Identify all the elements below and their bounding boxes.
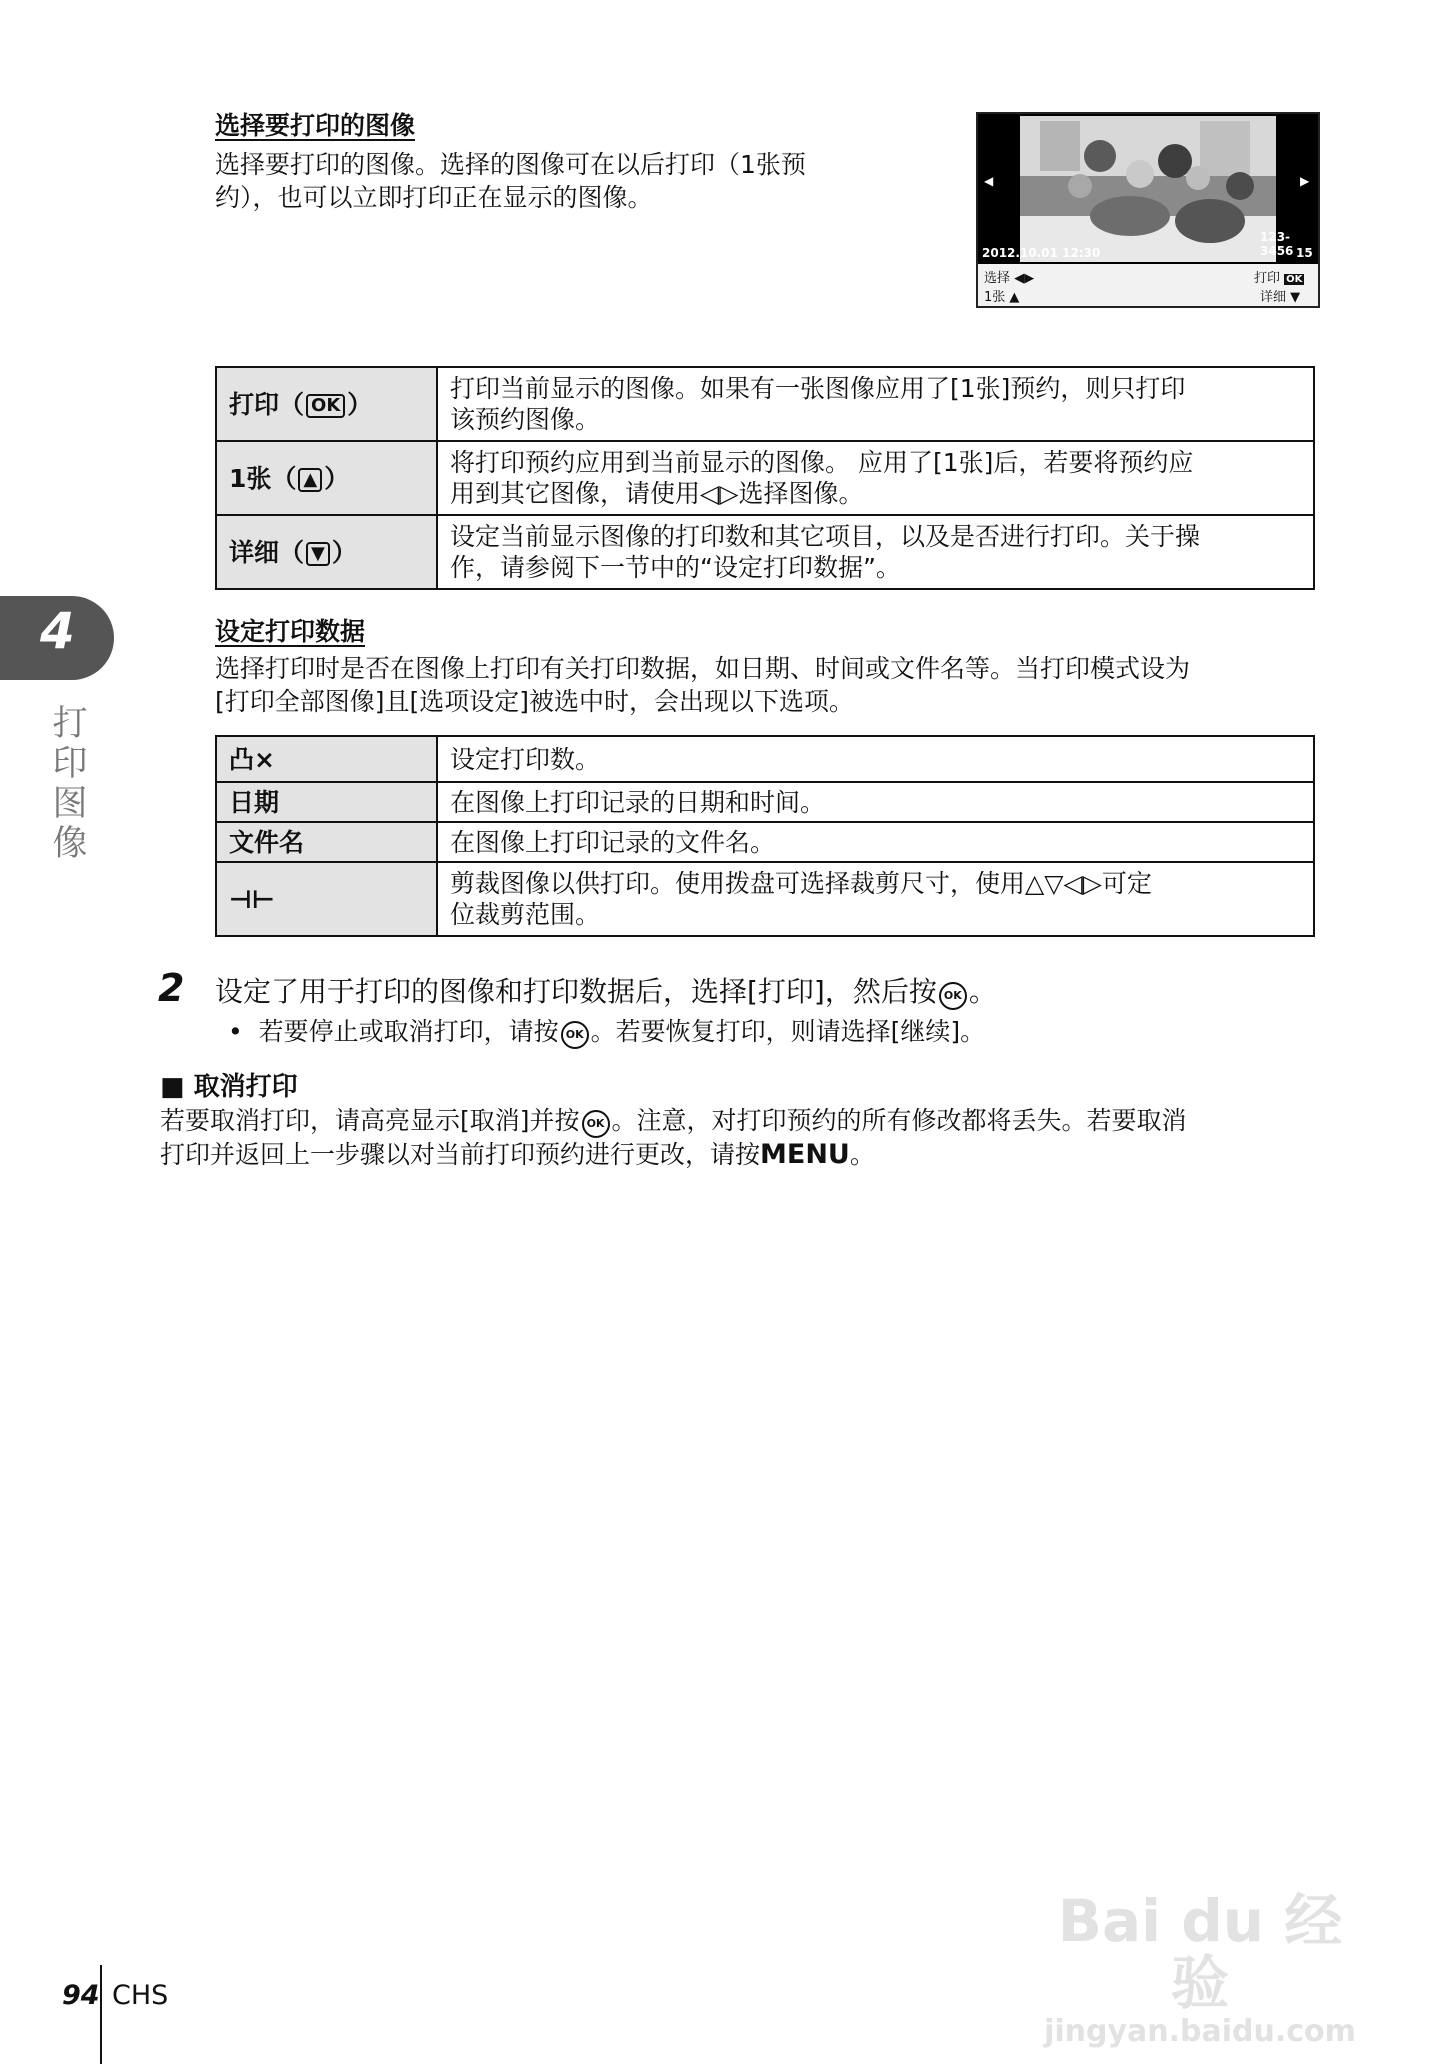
cancel-heading: ■ 取消打印 [160,1072,298,1102]
chapter-label: 打印图像 [52,704,88,864]
up-arrow-icon: ▲ [1009,290,1020,305]
step-2-bullet: • 若要停止或取消打印，请按 OK 。若要恢复打印，则请选择[继续]。 [228,1012,985,1049]
screen-detail-guide: 详细 ▼ [1260,290,1301,305]
watermark-brand: Bai du 经验 [1057,1887,1343,2017]
cancel-body [160,1104,1330,1171]
section-body-print-data [215,652,1325,718]
table-row [216,782,1314,822]
down-key-icon: ▼ [306,542,330,566]
section-body-select-image [215,148,915,214]
screen-count: 15 [1296,246,1313,260]
body-line: 选择要打印的图像。选择的图像可在以后打印（1张预 [215,150,806,179]
screen-datetime: 2012.10.01 12:30 [982,246,1101,260]
table-row [216,441,1314,515]
table-row [216,822,1314,862]
body-line: 约），也可以立即打印正在显示的图像。 [215,183,653,212]
section-heading-print-data: 设定打印数据 [215,617,366,646]
footer-divider [100,1965,102,2064]
camera-screen-preview [976,112,1320,308]
row-label: 详细（ ▼ ） [216,515,437,589]
ok-button-icon: OK [939,982,967,1010]
row-label: 打印（ OK ） [216,367,437,441]
bullet-icon: • [228,1017,243,1046]
screen-guide-bar [978,264,1318,306]
row-description: 在图像上打印记录的日期和时间。 [437,782,1314,822]
row-description: 打印当前显示的图像。如果有一张图像应用了[1张]预约，则只打印 该预约图像。 [437,367,1314,441]
page-number: 94 [62,1980,100,2011]
body-line: [打印全部图像]且[选项设定]被选中时，会出现以下选项。 [215,687,855,716]
screen-one-guide: 1张 ▲ [984,290,1020,305]
body-line: 若要取消打印，请高亮显示[取消]并按 OK 。注意，对打印预约的所有修改都将丢失。若要取消 [160,1104,1330,1138]
select-image-options-table [215,366,1315,590]
body-line: 选择打印时是否在图像上打印有关打印数据，如日期、时间或文件名等。当打印模式设为 [215,654,1191,683]
screen-file-number: 123-3456 [1260,230,1294,258]
row-label: 文件名 [216,822,437,862]
row-description: 将打印预约应用到当前显示的图像。 应用了[1张]后，若要将预约应 用到其它图像，请使用◁▷选择图像。 [437,441,1314,515]
trim-icon: ⊣⊢ [216,862,437,936]
ok-key-icon: OK [306,394,345,418]
baidu-watermark [1035,1887,1365,2049]
table-row [216,736,1314,782]
down-arrow-icon: ▼ [1290,290,1301,305]
print-count-icon: 凸× [216,736,437,782]
prev-arrow-icon: ◀ [984,174,994,188]
row-description: 在图像上打印记录的文件名。 [437,822,1314,862]
row-label: 1张（ ▲ ） [216,441,437,515]
screen-select-guide: 选择 ◀▶ [984,271,1035,286]
left-right-icon: ◀▶ [1014,271,1035,286]
menu-key: MENU [760,1139,850,1170]
next-arrow-icon: ▶ [1300,174,1310,188]
print-data-options-table [215,735,1315,937]
table-row [216,862,1314,936]
step-2-text: 设定了用于打印的图像和打印数据后，选择[打印]，然后按 OK 。 [215,975,997,1008]
up-key-icon: ▲ [298,468,322,492]
ok-key-icon: OK [1286,274,1303,285]
ok-button-icon: OK [582,1110,610,1138]
row-label: 日期 [216,782,437,822]
family-photo [1020,116,1276,262]
section-heading-select-image: 选择要打印的图像 [215,111,416,140]
watermark-url: jingyan.baidu.com [1044,2014,1356,2049]
language-code: CHS [112,1980,169,2011]
body-line: 打印并返回上一步骤以对当前打印预约进行更改，请按MENU。 [160,1139,875,1170]
step-number: 2 [158,966,185,1010]
ok-button-icon: OK [561,1021,589,1049]
row-description: 设定当前显示图像的打印数和其它项目，以及是否进行打印。关于操 作，请参阅下一节中的“设定打印数据”。 [437,515,1314,589]
row-description: 剪裁图像以供打印。使用拨盘可选择裁剪尺寸，使用△▽◁▷可定 位裁剪范围。 [437,862,1314,936]
screen-print-guide: 打印 OK [1254,271,1303,286]
table-row [216,515,1314,589]
table-row [216,367,1314,441]
chapter-number: 4 [40,602,75,660]
row-description: 设定打印数。 [437,736,1314,782]
